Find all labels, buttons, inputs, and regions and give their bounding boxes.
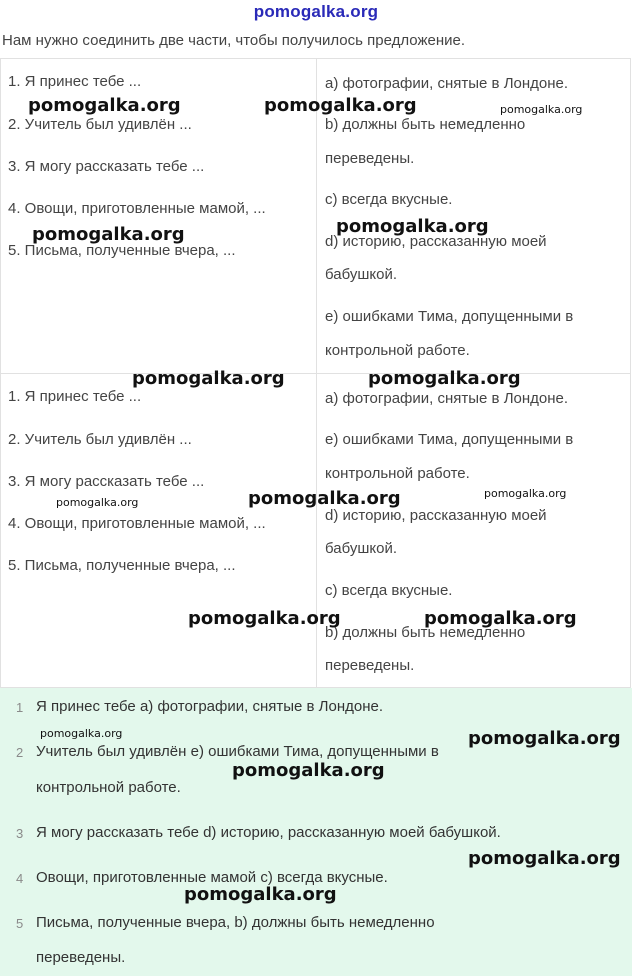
table2-left-item: 5. Письма, полученные вчера, ... [8,557,236,574]
table1-left-item: 4. Овощи, приготовленные мамой, ... [8,200,266,217]
answer-number: 2 [16,745,24,760]
table2-right-item: b) должны быть немедленно [325,624,526,641]
watermark: pomogalka.org [336,216,489,237]
table2-left-column [1,374,317,687]
answer-number: 3 [16,826,24,841]
answer-line: Овощи, приготовленные мамой c) всегда вкусные. [36,869,388,886]
answer-line: Учитель был удивлён e) ошибками Тима, допущенными в [36,743,439,760]
table1-right-item: e) ошибками Тима, допущенными в [325,308,574,325]
table1-right-item: c) всегда вкусные. [325,191,453,208]
table1-left-item: 2. Учитель был удивлён ... [8,116,192,133]
table2-left-item: 1. Я принес тебе ... [8,388,142,405]
watermark: pomogalka.org [468,848,621,869]
answer-line: Письма, полученные вчера, b) должны быть немедленно [36,914,435,931]
match-table-2 [0,374,631,688]
table2-right-column [317,374,631,687]
table2-right-item: e) ошибками Тима, допущенными в [325,431,574,448]
table1-left-item: 3. Я могу рассказать тебе ... [8,158,205,175]
watermark: pomogalka.org [484,487,567,500]
watermark: pomogalka.org [28,95,181,116]
table2-left-item: 2. Учитель был удивлён ... [8,431,192,448]
answer-number: 1 [16,700,24,715]
watermark: pomogalka.org [188,608,341,629]
table2-left-item: 4. Овощи, приготовленные мамой, ... [8,515,266,532]
table1-right-item: a) фотографии, снятые в Лондоне. [325,75,569,92]
table1-right-item: бабушкой. [325,266,398,283]
watermark: pomogalka.org [132,368,285,389]
watermark: pomogalka.org [40,727,123,740]
watermark: pomogalka.org [184,884,337,905]
watermark: pomogalka.org [368,368,521,389]
watermark: pomogalka.org [232,760,385,781]
answer-line: контрольной работе. [36,779,181,796]
watermark: pomogalka.org [32,224,185,245]
table1-right-item: d) историю, рассказанную моей [325,233,547,250]
site-link[interactable]: pomogalka.org [253,2,379,21]
table1-right-item: b) должны быть немедленно [325,116,526,133]
answer-number: 4 [16,871,24,886]
table1-right-item: переведены. [325,150,415,167]
table2-right-item: переведены. [325,657,415,674]
answer-line: переведены. [36,949,126,966]
watermark: pomogalka.org [264,95,417,116]
table2-right-item: a) фотографии, снятые в Лондоне. [325,390,569,407]
table1-left-item: 1. Я принес тебе ... [8,73,142,90]
table2-right-item: бабушкой. [325,540,398,557]
table2-right-item: d) историю, рассказанную моей [325,507,547,524]
watermark: pomogalka.org [424,608,577,629]
answer-number: 5 [16,916,24,931]
answer-line: Я могу рассказать тебе d) историю, рассказанную моей бабушкой. [36,824,501,841]
task-intro: Нам нужно соединить две части, чтобы получилось предложение. [2,32,466,49]
answer-line: Я принес тебе a) фотографии, снятые в Лондоне. [36,698,383,715]
watermark: pomogalka.org [500,103,583,116]
watermark: pomogalka.org [56,496,139,509]
table1-left-item: 5. Письма, полученные вчера, ... [8,242,236,259]
table1-right-item: контрольной работе. [325,342,470,359]
watermark: pomogalka.org [468,728,621,749]
table2-right-item: контрольной работе. [325,465,470,482]
watermark: pomogalka.org [248,488,401,509]
table2-left-item: 3. Я могу рассказать тебе ... [8,473,205,490]
table2-right-item: c) всегда вкусные. [325,582,453,599]
